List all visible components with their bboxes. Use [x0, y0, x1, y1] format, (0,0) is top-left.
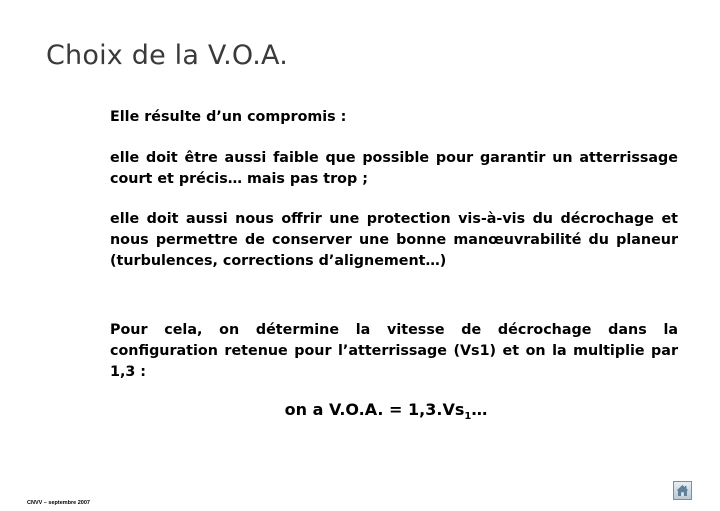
paragraph-stall-protection: elle doit aussi nous offrir une protection vis-à-vis du décrochage et nous permettre de conserver une bonne manœuvrabilité du planeur (turbulences, corrections d’alignement…)	[110, 211, 678, 269]
formula	[110, 400, 662, 422]
slide-title: Choix de la V.O.A.	[46, 40, 288, 71]
paragraph-low-speed: elle doit être aussi faible que possible pour garantir un atterrissage court et précis… mais pas trop ;	[110, 150, 678, 187]
home-button[interactable]	[673, 481, 692, 500]
paragraph-compromise: Elle résulte d’un compromis :	[110, 109, 347, 125]
paragraph-method: Pour cela, on détermine la vitesse de décrochage dans la configuration retenue pour l’atterrissage (Vs1) et on la multiplie par 1,3 :	[110, 322, 678, 380]
footer-text: CNVV – septembre 2007	[27, 500, 90, 506]
formula-subscript: 1	[464, 411, 472, 423]
formula-main: on a V.O.A. = 1,3.Vs	[284, 400, 465, 419]
formula-suffix: …	[471, 400, 488, 419]
home-icon	[674, 482, 691, 499]
